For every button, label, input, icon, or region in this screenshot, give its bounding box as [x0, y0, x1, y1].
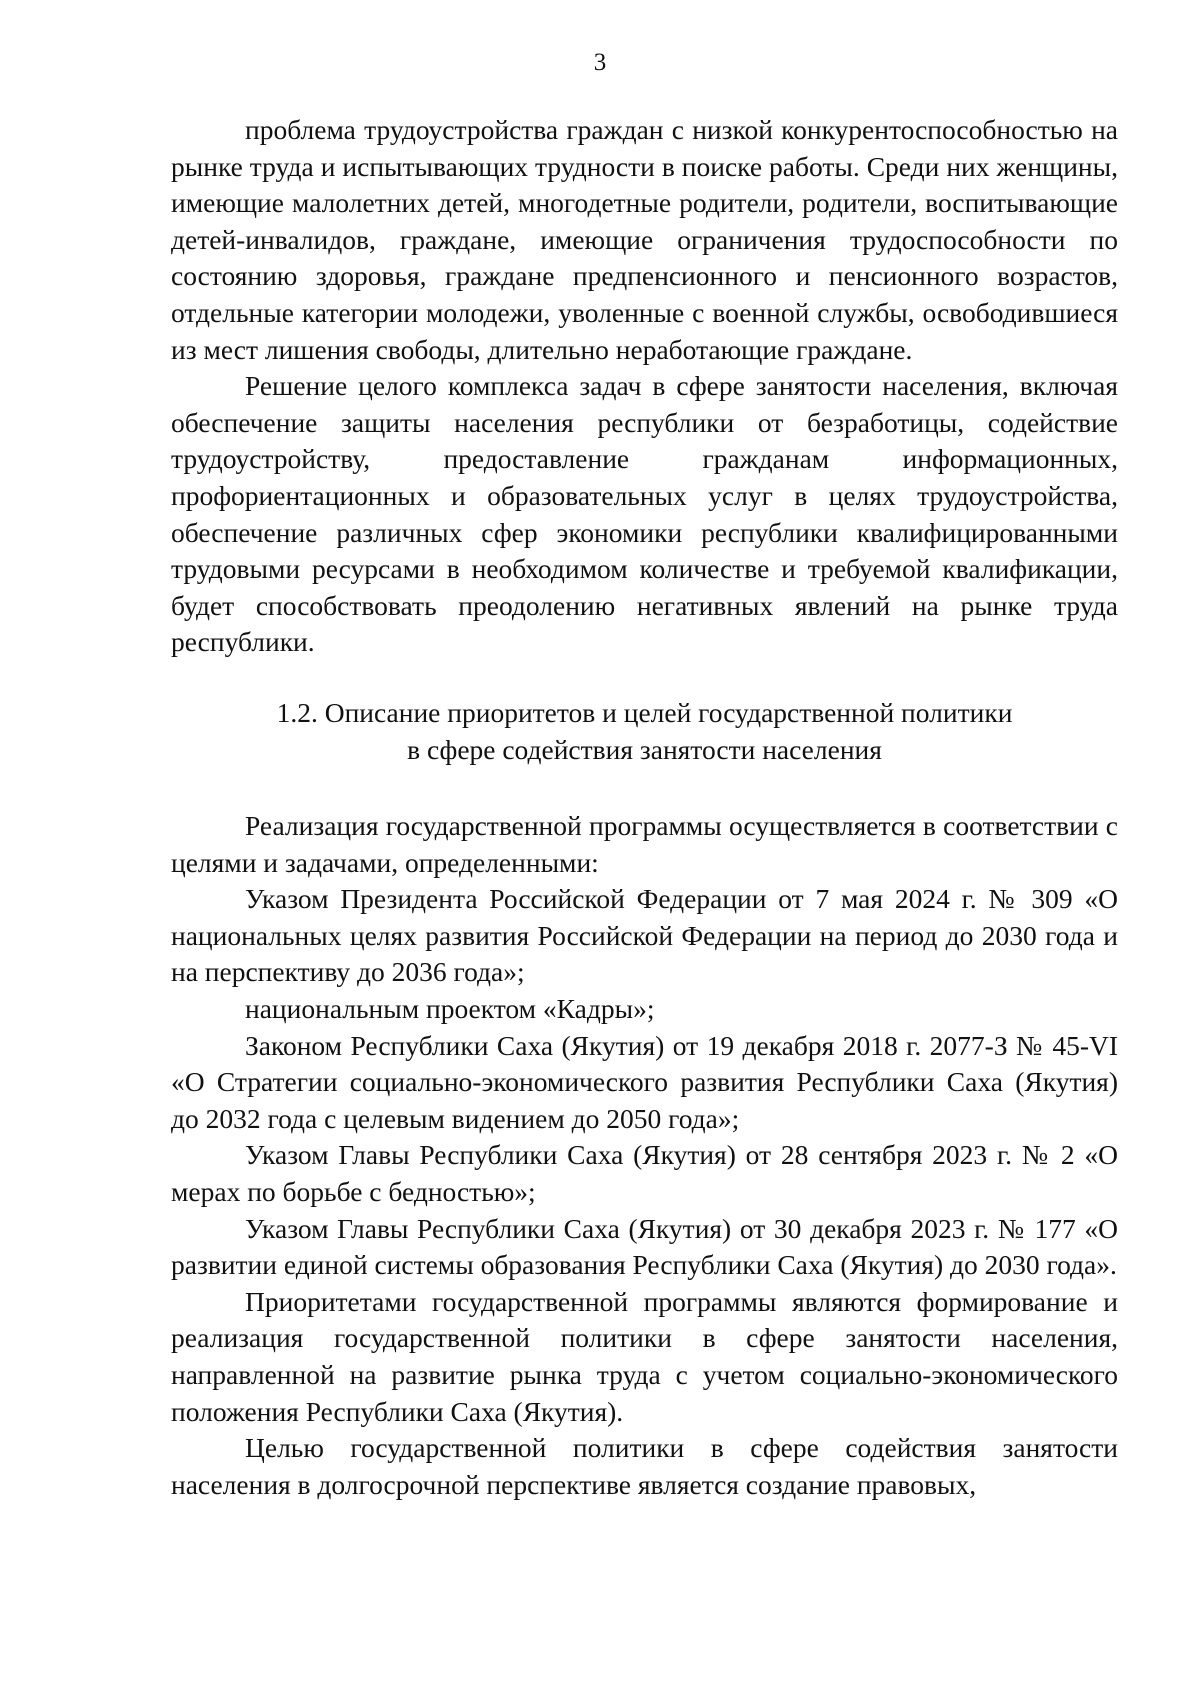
paragraph-labor-problems: проблема трудоустройства граждан с низкой конкурентоспособностью на рынке труда и испытывающих трудности в поиске работы. Среди них женщины, имеющие малолетних детей, многодетные родители, родители, воспитывающие детей-инвалидов, граждане, имеющие ограничения трудоспособности по состоянию здоровья, граждане предпенсионного и пенсионного возрастов, отдельные категории молодежи, уволенные с военной службы, освободившиеся из мест лишения свободы, длительно неработающие граждане. — [171, 114, 1118, 365]
paragraph-policy-goal: Целью государственной политики в сфере содействия занятости населения в долгосрочной перспективе является создание правовых, — [171, 1432, 1118, 1500]
paragraph-head-decree-poverty: Указом Главы Республики Саха (Якутия) от 28 сентября 2023 г. № 2 «О мерах по борьбе с бедностью»; — [171, 1139, 1118, 1208]
paragraph-program-implementation: Реализация государственной программы осуществляется в соответствии с целями и задачами, определенными: — [171, 810, 1118, 878]
section-heading — [171, 661, 1118, 808]
paragraph-national-project: национальным проектом «Кадры»; — [245, 993, 655, 1025]
document-body — [171, 112, 1118, 1503]
paragraph-program-priorities: Приоритетами государственной программы являются формирование и реализация государственной политики в сфере занятости населения, направленной на развитие рынка труда с учетом социально-экономического положения Республики Саха (Якутия). — [171, 1285, 1118, 1427]
paragraph-head-decree-education: Указом Главы Республики Саха (Якутия) от 30 декабря 2023 г. № 177 «О развитии единой системы образования Республики Саха (Якутия) до 2030 года». — [171, 1212, 1118, 1281]
paragraph-employment-tasks: Решение целого комплекса задач в сфере занятости населения, включая обеспечение защиты населения республики от безработицы, содействие трудоустройству, предоставление гражданам информационных, профориентационных и образовательных услуг в целях трудоустройства, обеспечение различных сфер экономики республики квалифицированными трудовыми ресурсами в необходимом количестве и требуемой квалификации, будет способствовать преодолению негативных явлений на рынке труда республики. — [171, 370, 1118, 658]
section-heading-line-1: 1.2. Описание приоритетов и целей государственной политики — [276, 696, 1013, 728]
page-number: 3 — [593, 49, 607, 76]
paragraph-presidential-decree: Указом Президента Российской Федерации от 7 мая 2024 г. № 309 «О национальных целях развития Российской Федерации на период до 2030 года и на перспективу до 2036 года»; — [171, 883, 1118, 988]
paragraph-republic-law: Законом Республики Саха (Якутия) от 19 декабря 2018 г. 2077-З № 45-VI «О Стратегии социально-экономического развития Республики Саха (Якутия) до 2032 года с целевым видением до 2050 года»; — [171, 1029, 1118, 1134]
section-heading-line-2: в сфере содействия занятости населения — [407, 733, 882, 765]
